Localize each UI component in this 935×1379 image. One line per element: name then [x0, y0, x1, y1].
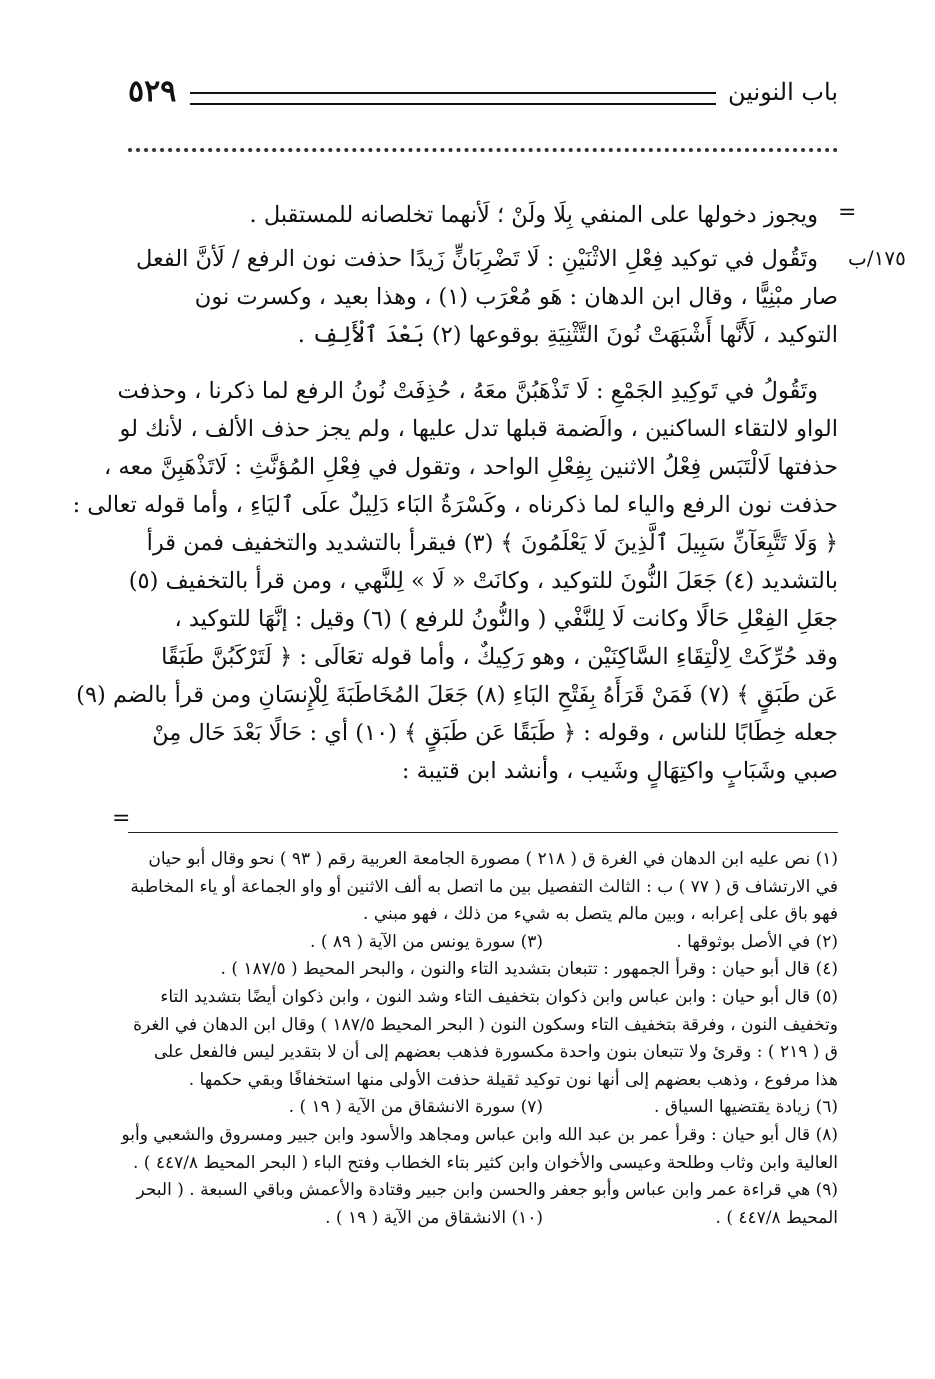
main-text-block-3 [72, 372, 838, 790]
text-line: التوكيد ، لَأَنَّها أَشْبَهَتْ نُونَ التَّثْنِيَةِ بوقوعها (٢) بَعْدَ ٱلْأَلِفِ . [297, 322, 838, 348]
text-line: الواو لالتقاء الساكنين ، والَضمة قبلها تدل عليها ، ولم يجز حذف الألف ، لأنك لو [119, 416, 838, 442]
text-line: جعله خِطَابًا للناس ، وقوله : ﴿ طَبَقًا عَن طَبَقٍ ﴾ (١٠) أي : حَالًا بَعْدَ حَال مِنْ [152, 720, 838, 746]
footnote-line: ق ( ٢١٩ ) : وقرئ ولا تتبعان بنون واحدة مكسورة فذهب بعضهم إلى أن لا بتقدير ليس فالفعل على [153, 1042, 838, 1063]
main-text-block-2 [128, 240, 838, 354]
footnote-pair [128, 1205, 838, 1233]
footnote-3: (٣) سورة يونس من الآية ( ٨٩ ) . [310, 931, 543, 952]
footnote-line: (٥) قال أبو حيان : وابن عباس وابن ذكوان بتخفيف التاء وشد النون ، وابن ذكوان أيضًا بتشديد التاء [160, 986, 838, 1007]
footnotes [121, 846, 838, 1232]
main-text-block-1 [128, 196, 838, 234]
text-line: ويجوز دخولها على المنفي بِلَا ولَنْ ؛ لَأنهما تخلصانه للمستقبل . [249, 202, 818, 228]
footnote-7: (٧) سورة الانشقاق من الآية ( ١٩ ) . [288, 1097, 543, 1118]
continuation-mark-bottom: = [112, 806, 131, 831]
text-line: صار مبْنِيًّا ، وقال ابن الدهان : هَو مُعْرَب (١) ، وهذا بعيد ، وكسرت نون [194, 284, 838, 310]
page-number: ٥٢٩ [128, 74, 177, 109]
quran-verse-line: ﴿ وَلَا تَتَّبِعَآنِّ سَبِيلَ ٱلَّذِينَ لَا يَعْلَمُونَ ﴾ (٣) فيقرأ بالتشديد والتخفيف فمن قرأ [146, 530, 838, 556]
footnote-10: (١٠) الانشقاق من الآية ( ١٩ ) . [325, 1207, 543, 1228]
footnote-pair [128, 1094, 838, 1122]
footnote-line: (٤) قال أبو حيان : وقرأ الجمهور : تتبعان بتشديد التاء والنون ، والبحر المحيط ( ١٨٧/٥ ) . [220, 959, 838, 980]
text-line: حذفت نون الرفع والياء لما ذكرناه ، وكَسْرَةُ البَاء دَلِيلٌ علَى ٱليَاءِ ، وأما قوله تعالى : [72, 492, 838, 518]
continuation-mark-top: = [838, 200, 857, 225]
running-header [128, 74, 838, 112]
text-line: صبي وشَبَابٍ واكتِهَالٍ وشَيب ، وأنشد ابن قتيبة : [401, 758, 838, 784]
footnote-line: (٨) قال أبو حيان : وقرأ عمر بن عبد الله وابن عباس ومجاهد والأسود وابن جبير ومسروق والشعبي وأبو [121, 1124, 838, 1145]
text-line: حذفتها لَالْتَبَس فِعْلُ الاثنين بِفِعْلِ الواحد ، وتقول في فِعْلِ المُؤنَّثِ : لَاتَذْهَبِنَّ معه ، [103, 454, 838, 480]
text-line: وقد حُرِّكَتْ لِالْتِقَاءِ السَّاكِنَيْن ، وهو رَكِيكٌ ، وأما قوله تعَالَى : ﴿ لَتَرْكَبُنَّ طَبَقًا [161, 644, 838, 670]
dotted-separator [128, 148, 838, 152]
footnote-9-end: المحيط ٤٤٧/٨ ) . [715, 1207, 838, 1228]
footnote-line: (٩) هي قراءة عمر وابن عباس وأبو جعفر والحسن وابن جبير وقتادة والأعمش وباقي السبعة . ( البحر [136, 1180, 838, 1201]
footnote-line: في الارتشاف ق ( ٧٧ ) ب : الثالث التفصيل بين ما اتصل به ألف الاثنين أو واو الجماعة أو ياء المخاطبة [130, 876, 838, 897]
footnote-pair [128, 929, 838, 957]
footnote-2: (٢) في الأصل بوثوقها . [676, 931, 838, 952]
text-line: عَن طَبَقٍ ﴾ (٧) فَمَنْ قَرَأَهُ بِفَتْحِ البَاءِ (٨) جَعَلَ المُخَاطَبَةَ لِلْإِنسَانِ ومن قرأ بالضم (٩) [76, 682, 838, 708]
footnote-6: (٦) زيادة يقتضيها السياق . [654, 1097, 838, 1118]
footnote-line: هذا مرفوع ، وذهب بعضهم إلى أنها نون توكيد ثقيلة حذفت الأولى منها استخفافًا وبقي حكمها . [188, 1069, 838, 1090]
folio-marker: ١٧٥/ب [848, 246, 906, 270]
footnote-separator [128, 832, 838, 833]
text-line: جعَلِ الفِعْلِ حَالًا وكانت لَا لِلنَّفْي ( والنُّونُ للرفع ) (٦) وقيل : إنَّهَا للتوكيد ، [174, 606, 838, 632]
footnote-line: (١) نص عليه ابن الدهان في الغرة ق ( ٢١٨ ) مصورة الجامعة العربية رقم ( ٩٣ ) نحو وقال أبو حيان [148, 849, 838, 869]
text-line: وتَقُولُ في تَوكِيدِ الجَمْعِ : لَا تَذْهَبُنَّ معَهُ ، حُذِفَتْ نُونُ الرفع لما ذكرنا ، وحذفت [117, 378, 818, 404]
footnote-line: وتخفيف النون ، وفرقة بتخفيف التاء وسكون النون ( البحر المحيط ١٨٧/٥ ) وقال ابن الدهان في الغرة [133, 1014, 838, 1035]
text-line: بالتشديد (٤) جَعَلَ النُّونَ للتوكيد ، وكانَتْ « لَا » لِلنَّهي ، ومن قرأ بالتخفيف (٥) [128, 568, 838, 594]
footnote-line: فهو باق على إعرابه ، وبين مالم يتصل به شيء من ذلك ، فهو مبني . [363, 904, 838, 925]
running-title: باب النونين [727, 78, 838, 106]
text-line: وتَقُول في توكيد فِعْلِ الاثْنَيْنِ : لَا تَضْرِبَانٍّ زَيدًا حذفت نون الرفع / لَأنَّ الفعل [136, 246, 818, 272]
footnote-line: العالية وابن وثاب وطلحة وعيسى والأخوان وابن كثير بتاء الخطاب وفتح الباء ( البحر المحيط ٤٤٧/٨ ) . [132, 1152, 838, 1173]
header-double-rule [190, 92, 716, 105]
